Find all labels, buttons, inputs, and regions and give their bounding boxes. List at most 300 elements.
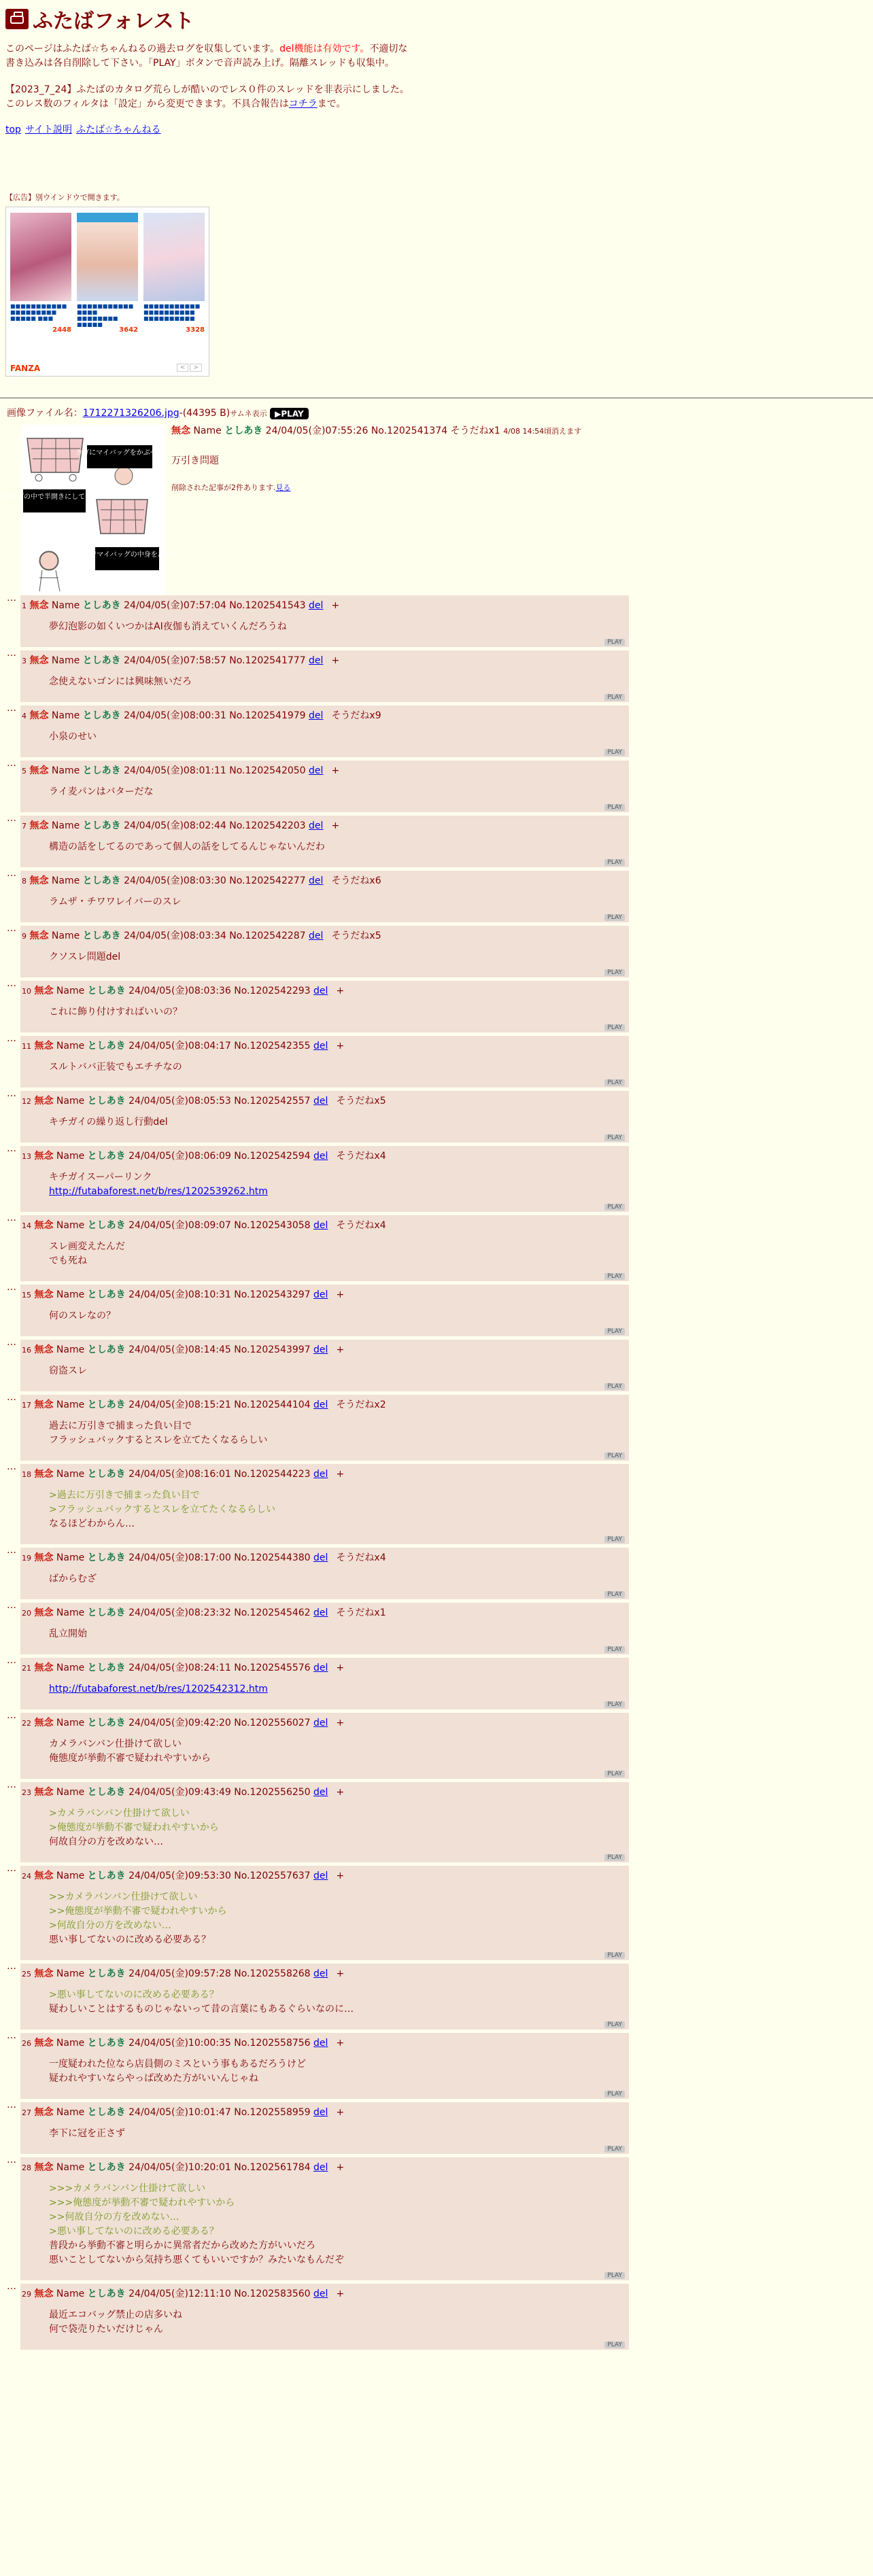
- play-button[interactable]: PLAY: [604, 2021, 625, 2028]
- play-button[interactable]: PLAY: [604, 859, 625, 866]
- reply-number[interactable]: No.1202561784: [234, 2162, 311, 2173]
- del-link[interactable]: del: [313, 1220, 328, 1231]
- reply-dots: …: [7, 1088, 16, 1099]
- play-button[interactable]: PLAY: [604, 1134, 625, 1141]
- sodane-button[interactable]: そうだねx5: [336, 1096, 386, 1107]
- sodane-button[interactable]: +: [331, 655, 340, 666]
- reply-body: [49, 1364, 625, 1378]
- sodane-button[interactable]: そうだねx4: [336, 1552, 386, 1563]
- play-button[interactable]: PLAY: [604, 2091, 625, 2098]
- del-link[interactable]: del: [309, 875, 324, 886]
- nav-links: [5, 122, 410, 136]
- del-link[interactable]: del: [313, 2288, 328, 2299]
- reply-number[interactable]: No.1202542293: [234, 986, 311, 996]
- reply-subject: 無念: [34, 2038, 54, 2049]
- reply-body: [49, 785, 625, 799]
- reply-name: としあき: [82, 820, 121, 831]
- play-button[interactable]: PLAY: [604, 1079, 625, 1086]
- reply-dots: …: [7, 978, 16, 989]
- name-label: Name: [56, 2038, 85, 2049]
- reply-body: [49, 1240, 625, 1268]
- reply-line: 李下に冠を正さず: [49, 2128, 125, 2139]
- play-button[interactable]: PLAY: [604, 1591, 625, 1598]
- reply-index: 25: [22, 1970, 31, 1979]
- reply-dots: …: [7, 1545, 16, 1556]
- reply-subject: 無念: [29, 600, 49, 611]
- ad-image[interactable]: [10, 213, 71, 301]
- play-button[interactable]: PLAY: [604, 804, 625, 811]
- del-link[interactable]: del: [313, 1469, 328, 1480]
- reply-name: としあき: [82, 600, 121, 611]
- sodane-button[interactable]: そうだねx5: [331, 930, 381, 941]
- reply-link[interactable]: http://futabaforest.net/b/res/1202542312.htm: [49, 1684, 268, 1694]
- play-button[interactable]: PLAY: [604, 1536, 625, 1543]
- play-button[interactable]: PLAY: [604, 639, 625, 646]
- reply-dots: …: [7, 593, 16, 604]
- reply-post: [7, 1779, 629, 1862]
- reply-dots: …: [7, 2100, 16, 2110]
- op-header: [171, 423, 581, 437]
- op-body: 万引き問題: [171, 455, 219, 466]
- reply-number[interactable]: No.1202543997: [234, 1344, 311, 1355]
- reply-date: 24/04/05(金)07:58:57: [124, 655, 226, 666]
- reply-subject: 無念: [34, 1399, 54, 1410]
- reply-header: [22, 763, 625, 777]
- reply-number[interactable]: No.1202542557: [234, 1096, 311, 1107]
- reply-list: [7, 595, 629, 2353]
- ad-brand: FANZA: [10, 364, 41, 373]
- ad-next-button[interactable]: >: [190, 364, 202, 372]
- reply-number[interactable]: No.1202544380: [234, 1552, 311, 1563]
- del-link[interactable]: del: [309, 600, 324, 611]
- del-link[interactable]: del: [313, 1399, 328, 1410]
- reply-number[interactable]: No.1202558756: [234, 2038, 311, 2049]
- reply-index: 4: [22, 712, 27, 720]
- site-title: ふたばフォレスト: [33, 10, 194, 33]
- play-button[interactable]: PLAY: [604, 969, 625, 976]
- del-link[interactable]: del: [313, 1968, 328, 1979]
- reply-number[interactable]: No.1202542355: [234, 1041, 311, 1051]
- quote-line: >何故自分の方を改めない…: [49, 1920, 171, 1931]
- op-number[interactable]: No.1202541374: [371, 425, 448, 436]
- reply-date: 24/04/05(金)09:42:20: [129, 1718, 231, 1728]
- ad-section: [5, 192, 209, 377]
- del-link[interactable]: del: [309, 710, 324, 721]
- reply-subject: 無念: [29, 710, 49, 721]
- reply-subject: 無念: [34, 1041, 54, 1051]
- del-link[interactable]: del: [313, 1041, 328, 1051]
- play-button[interactable]: PLAY: [604, 1771, 625, 1777]
- play-button[interactable]: PLAY: [604, 2342, 625, 2348]
- del-link[interactable]: del: [313, 2038, 328, 2049]
- ad-card[interactable]: [143, 213, 205, 334]
- bug-report-link[interactable]: コチラ: [288, 99, 318, 109]
- reply-dots: …: [7, 1143, 16, 1154]
- reply-name: としあき: [87, 2038, 126, 2049]
- show-deleted-link[interactable]: 見る: [275, 483, 291, 492]
- play-button[interactable]: PLAY: [604, 1452, 625, 1459]
- file-line: [7, 406, 857, 419]
- name-label: Name: [51, 765, 80, 776]
- reply-index: 13: [22, 1152, 31, 1161]
- del-link[interactable]: del: [313, 1607, 328, 1618]
- file-link[interactable]: 1712271326206.jpg: [82, 408, 179, 419]
- play-button[interactable]: PLAY: [604, 1328, 625, 1335]
- reply-post: [7, 1337, 629, 1391]
- reply-number[interactable]: No.1202542277: [229, 875, 306, 886]
- reply-name: としあき: [87, 1096, 126, 1107]
- reply-link[interactable]: http://futabaforest.net/b/res/1202539262.htm: [49, 1186, 268, 1197]
- sodane-button[interactable]: +: [331, 600, 340, 611]
- reply-number[interactable]: No.1202545576: [234, 1663, 311, 1673]
- reply-line: 悪いことしてないから気持ち悪くてもいいですか？みたいなもんだぞ: [49, 2255, 344, 2265]
- reply-name: としあき: [87, 986, 126, 996]
- reply-line: でも死ね: [49, 1255, 87, 1266]
- del-link[interactable]: del: [313, 1787, 328, 1798]
- reply-post: [7, 758, 629, 812]
- reply-header: [22, 1218, 625, 1232]
- reply-index: 11: [22, 1042, 31, 1051]
- reply-name: としあき: [82, 710, 121, 721]
- reply-dots: …: [7, 813, 16, 824]
- reply-body: [49, 2127, 625, 2141]
- reply-body: [49, 1572, 625, 1586]
- play-button[interactable]: PLAY: [604, 1024, 625, 1031]
- reply-body: [49, 1807, 625, 1849]
- reply-post: [7, 1033, 629, 1087]
- reply-header: [22, 873, 625, 887]
- quote-line: >過去に万引きで捕まった負い目で: [49, 1490, 200, 1501]
- reply-post: [7, 1863, 629, 1960]
- del-link[interactable]: del: [313, 986, 328, 996]
- sodane-button[interactable]: +: [336, 986, 345, 996]
- reply-subject: 無念: [34, 1968, 54, 1979]
- del-link[interactable]: del: [313, 2107, 328, 2118]
- sodane-button[interactable]: +: [336, 1344, 345, 1355]
- reply-post: [7, 1961, 629, 2030]
- reply-dots: …: [7, 2281, 16, 2292]
- reply-body: [49, 730, 625, 744]
- op-image[interactable]: [10, 425, 178, 595]
- reply-post: [7, 868, 629, 922]
- reply-name: としあき: [87, 1469, 126, 1480]
- del-link[interactable]: del: [313, 1552, 328, 1563]
- sodane-button[interactable]: +: [336, 2288, 345, 2299]
- reply-subject: 無念: [34, 1344, 54, 1355]
- sodane-button[interactable]: +: [336, 1469, 345, 1480]
- reply-header: [22, 1868, 625, 1882]
- reply-date: 24/04/05(金)08:24:11: [129, 1663, 231, 1673]
- sodane-button[interactable]: そうだねx2: [336, 1399, 386, 1410]
- del-link[interactable]: del: [313, 1096, 328, 1107]
- ad-card[interactable]: [10, 213, 71, 334]
- reply-post: [7, 1213, 629, 1281]
- reply-header: [22, 1342, 625, 1356]
- sodane-button[interactable]: そうだねx4: [336, 1220, 386, 1231]
- del-link[interactable]: del: [313, 1663, 328, 1673]
- reply-header: [22, 1785, 625, 1798]
- reply-name: としあき: [82, 655, 121, 666]
- reply-subject: 無念: [34, 986, 54, 996]
- reply-date: 24/04/05(金)08:15:21: [129, 1399, 231, 1410]
- reply-post: [7, 1461, 629, 1544]
- sodane-button[interactable]: +: [336, 1289, 345, 1300]
- reply-header: [22, 1966, 625, 1980]
- play-button[interactable]: PLAY: [604, 1701, 625, 1708]
- reply-line: 何のスレなの？: [49, 1310, 116, 1321]
- reply-header: [22, 1716, 625, 1729]
- del-link[interactable]: del: [313, 2162, 328, 2173]
- reply-number[interactable]: No.1202544223: [234, 1469, 311, 1480]
- sodane-button[interactable]: そうだねx6: [331, 875, 381, 886]
- reply-subject: 無念: [34, 1469, 54, 1480]
- reply-line: 悪い事してないのに改める必要ある？: [49, 1934, 211, 1945]
- reply-name: としあき: [87, 1787, 126, 1798]
- reply-number[interactable]: No.1202545462: [234, 1607, 311, 1618]
- play-button[interactable]: PLAY: [604, 1952, 625, 1959]
- reply-post: [7, 1143, 629, 1212]
- quote-line: >>何故自分の方を改めない…: [49, 2212, 179, 2223]
- notice-text-2: 不適切な書き込みは各自削除して下さい。「PLAY」ボタンで音声読み上げ。隔離スレッドも収集中。: [5, 43, 408, 69]
- reply-header: [22, 1397, 625, 1411]
- play-button[interactable]: PLAY: [604, 914, 625, 921]
- quote-line: >>俺態度が挙動不審で疑われやすいから: [49, 1906, 227, 1917]
- reply-number[interactable]: No.1202542050: [229, 765, 306, 776]
- reply-subject: 無念: [34, 1870, 54, 1881]
- reply-number[interactable]: No.1202558268: [234, 1968, 311, 1979]
- reply-subject: 無念: [34, 1289, 54, 1300]
- nav-about-link[interactable]: サイト説明: [24, 124, 72, 135]
- del-link[interactable]: del: [313, 1289, 328, 1300]
- ad-banner[interactable]: [5, 207, 209, 377]
- site-notice: [5, 42, 410, 71]
- reply-body: [49, 2057, 625, 2086]
- del-link[interactable]: del: [309, 820, 324, 831]
- reply-name: としあき: [87, 1552, 126, 1563]
- reply-index: 7: [22, 822, 27, 831]
- name-label: Name: [56, 1870, 85, 1881]
- nav-futaba-link[interactable]: ふたば☆ちゃんねる: [75, 124, 161, 135]
- reply-number[interactable]: No.1202542287: [229, 930, 306, 941]
- reply-name: としあき: [87, 2162, 126, 2173]
- play-button[interactable]: PLAY: [604, 2146, 625, 2153]
- sodane-button[interactable]: そうだねx9: [331, 710, 381, 721]
- reply-line: 一度疑われた位なら店員側のミスという事もあるだろうけど: [49, 2059, 306, 2070]
- reply-number[interactable]: No.1202542594: [234, 1151, 311, 1162]
- reply-dots: …: [7, 758, 16, 769]
- op-subject: 無念: [171, 425, 190, 436]
- reply-number[interactable]: No.1202542203: [229, 820, 306, 831]
- del-link[interactable]: del: [313, 1151, 328, 1162]
- reply-number[interactable]: No.1202556027: [234, 1718, 311, 1728]
- sodane-button[interactable]: そうだねx1: [336, 1607, 386, 1618]
- name-label: Name: [51, 600, 80, 611]
- reply-dots: …: [7, 868, 16, 879]
- reply-name: としあき: [87, 2107, 126, 2118]
- sodane-button[interactable]: +: [336, 2107, 345, 2118]
- reply-line: 乱立開始: [49, 1629, 87, 1639]
- reply-header: [22, 1094, 625, 1107]
- reply-number[interactable]: No.1202544104: [234, 1399, 311, 1410]
- reply-line: 疑われやすいならやっぱ改めた方がいいんじゃね: [49, 2073, 258, 2084]
- sodane-button[interactable]: +: [336, 1968, 345, 1979]
- reply-index: 29: [22, 2290, 31, 2299]
- reply-line: ばからむざ: [49, 1573, 97, 1584]
- sodane-button[interactable]: そうだねx4: [336, 1151, 386, 1162]
- reply-index: 15: [22, 1291, 31, 1300]
- quote-line: >カメラバンバン仕掛けて欲しい: [49, 1808, 190, 1819]
- reply-post: [7, 2030, 629, 2099]
- reply-dots: …: [7, 1655, 16, 1666]
- del-link[interactable]: del: [313, 1344, 328, 1355]
- sodane-button[interactable]: +: [336, 1718, 345, 1728]
- reply-name: としあき: [87, 1344, 126, 1355]
- play-button[interactable]: PLAY: [604, 749, 625, 756]
- reply-header: [22, 598, 625, 612]
- reply-number[interactable]: No.1202557637: [234, 1870, 311, 1881]
- play-button[interactable]: PLAY: [604, 1854, 625, 1861]
- ad-prev-button[interactable]: <: [177, 364, 189, 372]
- reply-number[interactable]: No.1202541777: [229, 655, 306, 666]
- notice-del-text: del機能は有効です。: [279, 43, 370, 54]
- nav-top-link[interactable]: top: [5, 124, 21, 135]
- reply-header: [22, 708, 625, 722]
- reply-header: [22, 818, 625, 832]
- reply-dots: …: [7, 2155, 16, 2165]
- reply-index: 27: [22, 2108, 31, 2117]
- sodane-button[interactable]: +: [336, 1787, 345, 1798]
- del-link[interactable]: del: [309, 765, 324, 776]
- reply-header: [22, 2105, 625, 2119]
- sodane-button[interactable]: +: [336, 2162, 345, 2173]
- reply-post: [7, 703, 629, 757]
- reply-line: 疑わしいことはするものじゃないって昔の言葉にもあるぐらいなのに…: [49, 2004, 354, 2015]
- play-button[interactable]: PLAY: [604, 1646, 625, 1653]
- play-button[interactable]: PLAY: [604, 1204, 625, 1211]
- op-date: 24/04/05(金)07:55:26: [265, 425, 369, 436]
- reply-body: [49, 1627, 625, 1641]
- reply-date: 24/04/05(金)08:03:30: [124, 875, 226, 886]
- ad-price: 3328: [186, 326, 205, 334]
- reply-date: 24/04/05(金)10:01:47: [129, 2107, 231, 2118]
- reply-number[interactable]: No.1202583560: [234, 2288, 311, 2299]
- play-button[interactable]: PLAY: [604, 694, 625, 701]
- reply-header: [22, 1550, 625, 1564]
- op-sodane[interactable]: そうだねx1: [450, 425, 500, 436]
- sodane-button[interactable]: +: [331, 820, 340, 831]
- sodane-button[interactable]: +: [331, 765, 340, 776]
- name-label: Name: [56, 1344, 85, 1355]
- reply-date: 24/04/05(金)08:06:09: [129, 1151, 231, 1162]
- illus-label: カゴの中で半開きにして使う: [10, 493, 99, 501]
- reply-number[interactable]: No.1202558959: [234, 2107, 311, 2118]
- reply-dots: …: [7, 1461, 16, 1472]
- reply-dots: …: [7, 1033, 16, 1044]
- reply-dots: …: [7, 1779, 16, 1790]
- reply-post: [7, 593, 629, 647]
- sodane-button[interactable]: +: [336, 1663, 345, 1673]
- play-button[interactable]: PLAY: [604, 1273, 625, 1280]
- reply-line: フラッシュバックするとスレを立てたくなるらしい: [49, 1435, 268, 1446]
- reply-name: としあき: [87, 1870, 126, 1881]
- reply-line: 最近エコバッグ禁止の店多いね: [49, 2310, 182, 2320]
- quote-line: >悪い事してないのに改める必要ある？: [49, 1989, 219, 2000]
- quote-line: >フラッシュバックするとスレを立てたくなるらしい: [49, 1504, 276, 1515]
- reply-date: 24/04/05(金)08:14:45: [129, 1344, 231, 1355]
- play-label: PLAY: [281, 408, 304, 419]
- reply-subject: 無念: [34, 2288, 54, 2299]
- reply-subject: 無念: [29, 875, 49, 886]
- reply-subject: 無念: [29, 820, 49, 831]
- del-link[interactable]: del: [309, 930, 324, 941]
- op-expire: 4/08 14:54頃消えます: [503, 427, 582, 436]
- reply-date: 24/04/05(金)08:09:07: [129, 1220, 231, 1231]
- reply-subject: 無念: [34, 1220, 54, 1231]
- reply-number[interactable]: No.1202541979: [229, 710, 306, 721]
- reply-date: 24/04/05(金)08:00:31: [124, 710, 226, 721]
- reply-number[interactable]: No.1202556250: [234, 1787, 311, 1798]
- reply-dots: …: [7, 2030, 16, 2041]
- deleted-text: 削除された記事が2件あります.: [171, 483, 276, 492]
- reply-dots: …: [7, 1282, 16, 1293]
- ad-image[interactable]: [77, 213, 138, 301]
- del-link[interactable]: del: [313, 1718, 328, 1728]
- reply-index: 9: [22, 932, 27, 941]
- play-button[interactable]: PLAY: [604, 2272, 625, 2279]
- notice-text: このページはふたば☆ちゃんねるの過去ログを収集しています。: [5, 43, 280, 54]
- name-label: Name: [51, 875, 80, 886]
- name-label: Name: [56, 1399, 85, 1410]
- sodane-button[interactable]: +: [336, 1041, 345, 1051]
- reply-body: [49, 1419, 625, 1448]
- reply-line: 俺態度が挙動不審で疑われやすいから: [49, 1753, 211, 1764]
- reply-dots: …: [7, 1961, 16, 1972]
- reply-subject: 無念: [34, 2107, 54, 2118]
- ad-price: 3642: [119, 326, 138, 334]
- del-link[interactable]: del: [309, 655, 324, 666]
- ad-card[interactable]: [77, 213, 138, 334]
- reply-number[interactable]: No.1202543058: [234, 1220, 311, 1231]
- file-size: -(44395 B): [179, 408, 230, 419]
- reply-date: 24/04/05(金)09:57:28: [129, 1968, 231, 1979]
- name-label: Name: [56, 1289, 85, 1300]
- reply-index: 12: [22, 1097, 31, 1106]
- ad-text: ■■■■■■■■■■■ ■■■■■■■■■■ ■■■■■■■■■■: [143, 303, 201, 321]
- thumb-note: サムネ表示: [230, 409, 267, 418]
- reply-body: [49, 1489, 625, 1531]
- op-play-button[interactable]: [270, 408, 309, 419]
- quote-line: >俺態度が挙動不審で疑われやすいから: [49, 1822, 219, 1833]
- reply-index: 14: [22, 1221, 31, 1230]
- name-label: Name: [51, 930, 80, 941]
- ad-image[interactable]: [143, 213, 205, 301]
- reply-body: [49, 1115, 625, 1130]
- reply-line: 何で袋売りたいだけじゃん: [49, 2324, 163, 2335]
- reply-body: [49, 1309, 625, 1323]
- sodane-button[interactable]: +: [336, 1870, 345, 1881]
- reply-name: としあき: [87, 1399, 126, 1410]
- name-label: Name: [56, 1787, 85, 1798]
- name-label: Name: [56, 1220, 85, 1231]
- reply-index: 21: [22, 1664, 31, 1673]
- reply-number[interactable]: No.1202543297: [234, 1289, 311, 1300]
- reply-body: [49, 1682, 625, 1696]
- reply-name: としあき: [87, 1289, 126, 1300]
- sodane-button[interactable]: +: [336, 2038, 345, 2049]
- reply-number[interactable]: No.1202541543: [229, 600, 306, 611]
- del-link[interactable]: del: [313, 1870, 328, 1881]
- play-button[interactable]: PLAY: [604, 1383, 625, 1390]
